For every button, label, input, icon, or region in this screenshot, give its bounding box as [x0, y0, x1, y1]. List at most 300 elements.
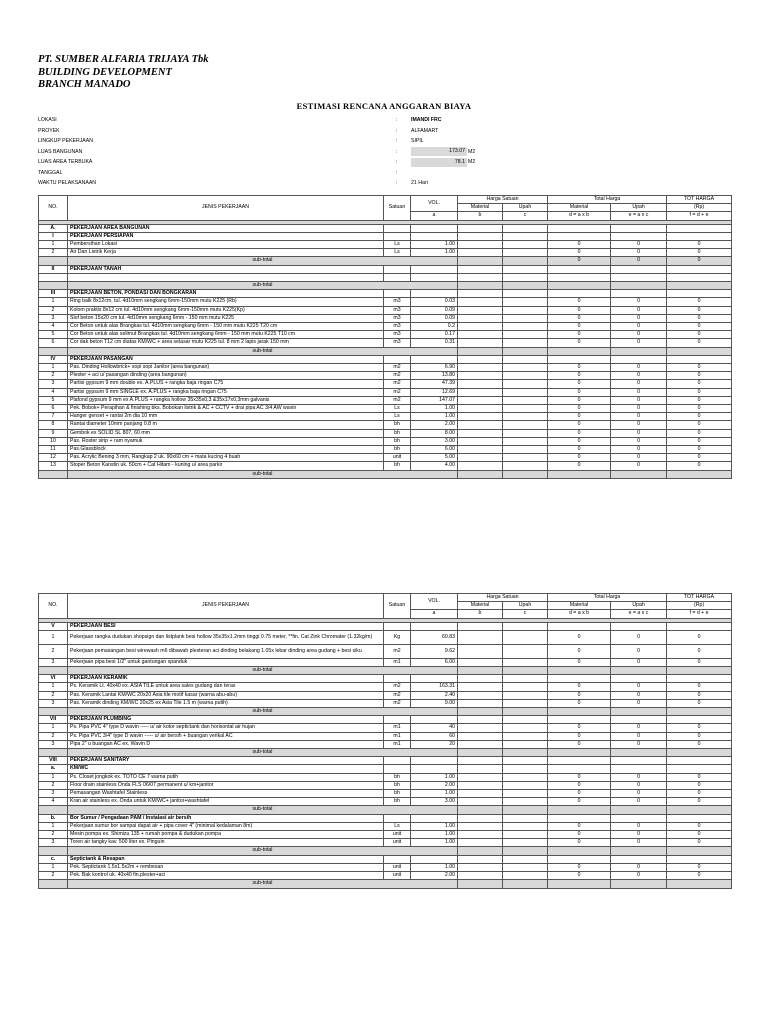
empty-cell: [548, 232, 611, 240]
subtotal-label: sub-total: [68, 749, 458, 757]
work-description: Cor dak beton T12 cm diatas KM/WC + area selasar mutu K225 tul. 8 mm 2 lapis jarak 150 mm: [68, 339, 384, 347]
work-description: Ps. Closet jongkok ex. TOTO CE 7 warna putih: [68, 773, 384, 781]
unit-price-material: [458, 364, 503, 372]
header-satuan: Satuan: [384, 594, 411, 619]
unit-price-labor: [503, 822, 548, 830]
info-label: LINGKUP PEKERJAAN: [38, 138, 93, 144]
total-material: 0: [548, 413, 611, 421]
total-price: 0: [667, 732, 732, 740]
table-body: [39, 224, 732, 478]
empty-cell: [503, 347, 548, 355]
total-material: 0: [548, 790, 611, 798]
unit-cell: m3: [384, 331, 411, 339]
total-material: 0: [548, 437, 611, 445]
unit-cell: m2: [384, 396, 411, 404]
table-row: [39, 331, 732, 339]
unit-price-material: [458, 323, 503, 331]
subtotal-total: [667, 749, 732, 757]
empty-cell: [667, 290, 732, 298]
subtotal-total: [667, 347, 732, 355]
total-price: 0: [667, 839, 732, 847]
volume-cell: 0.2: [411, 323, 458, 331]
total-price: 0: [667, 306, 732, 314]
total-labor: 0: [611, 437, 667, 445]
work-description: Pek. Bobok+ Perapihan & finishing bks. Bobokan listrik & AC + CCTV + drai pipa AC 3/4 AW wavin: [68, 405, 384, 413]
work-description: Pembersihan Lokasi: [68, 241, 384, 249]
volume-cell: 6.00: [411, 446, 458, 454]
unit-price-material: [458, 396, 503, 404]
empty-cell: [411, 224, 458, 232]
total-price: 0: [667, 364, 732, 372]
unit-cell: Ls: [384, 249, 411, 257]
empty-cell: [503, 232, 548, 240]
subtotal-row: [39, 470, 732, 478]
unit-price-material: [458, 831, 503, 839]
row-number: 1: [39, 822, 68, 830]
empty-cell: [548, 290, 611, 298]
header-total-harga: Total Harga: [548, 594, 667, 602]
row-number: 7: [39, 413, 68, 421]
total-labor: 0: [611, 388, 667, 396]
row-number: II: [39, 265, 68, 273]
total-material: 0: [548, 683, 611, 691]
total-material: 0: [548, 872, 611, 880]
empty-cell: [548, 265, 611, 273]
table-row: [39, 396, 732, 404]
total-price: 0: [667, 644, 732, 658]
unit-cell: bh: [384, 421, 411, 429]
unit-price-labor: [503, 331, 548, 339]
total-labor: 0: [611, 699, 667, 707]
subtotal-labor: [611, 749, 667, 757]
total-labor: 0: [611, 413, 667, 421]
subtotal-label: sub-total: [68, 708, 458, 716]
volume-cell: 40: [411, 724, 458, 732]
work-description: Pekerjaan rangka dudukan shopsign dan listplank besi hollow 35x35x1.2mm tinggi 0.75 meter, **fin. Cat Zink Chromater (1.32kg/m): [68, 630, 384, 644]
work-description: Plafond gypsum 9 mm ex A.PLUS + rangka hollow 35x35x0,3 &35x17x0,3mm galvanis: [68, 396, 384, 404]
row-number: 1: [39, 630, 68, 644]
volume-cell: 13.80: [411, 372, 458, 380]
table-row: [39, 839, 732, 847]
unit-price-labor: [503, 724, 548, 732]
header-code-a: a: [411, 212, 458, 220]
unit-cell: m2: [384, 683, 411, 691]
row-number: 2: [39, 691, 68, 699]
unit-cell: Ls: [384, 822, 411, 830]
unit-cell: bh: [384, 462, 411, 470]
work-description: Pas.Glassblock: [68, 446, 384, 454]
empty-cell: [611, 224, 667, 232]
work-description: Pas. Acrylic Bening 3 mm, Rangkap 2 uk. 90x60 cm + mata kucing 4 buah: [68, 454, 384, 462]
table-row: [39, 630, 732, 644]
info-label: LOKASI: [38, 117, 57, 123]
row-number: 1: [39, 241, 68, 249]
empty-cell: [503, 847, 548, 855]
unit-price-labor: [503, 740, 548, 748]
work-description: Air Dan Listrik Kerja: [68, 249, 384, 257]
header-code-f: f = d + e: [667, 610, 732, 618]
work-description: Pas. Keramik dinding KM/WC 20x25 ex Asia Tile 1.5 m (warna putih): [68, 699, 384, 707]
volume-cell: 0.09: [411, 314, 458, 322]
empty-cell: [39, 847, 68, 855]
empty-cell: [503, 257, 548, 265]
subtotal-row: [39, 806, 732, 814]
cost-table-2: [38, 593, 732, 889]
total-labor: 0: [611, 249, 667, 257]
work-description: Rantai diameter 10mm panjang 0.8 m: [68, 421, 384, 429]
info-colon: :: [396, 180, 398, 186]
document-title: ESTIMASI RENCANA ANGGARAN BIAYA: [296, 101, 472, 111]
empty-cell: [458, 806, 503, 814]
volume-cell: 1.00: [411, 413, 458, 421]
unit-price-labor: [503, 241, 548, 249]
volume-cell: 1.00: [411, 839, 458, 847]
header-code-d: d = a x b: [548, 610, 611, 618]
table-row: [39, 372, 732, 380]
empty-cell: [667, 232, 732, 240]
row-number: IV: [39, 355, 68, 363]
total-material: 0: [548, 798, 611, 806]
empty-cell: [39, 880, 68, 888]
table-row: [39, 462, 732, 470]
subtotal-row: [39, 282, 732, 290]
table-row: [39, 872, 732, 880]
empty-cell: [503, 675, 548, 683]
unit-price-material: [458, 724, 503, 732]
unit-price-material: [458, 872, 503, 880]
header-harga-satuan: Harga Satuan: [458, 594, 548, 602]
unit-price-labor: [503, 454, 548, 462]
subtotal-material: [548, 806, 611, 814]
table-row: [39, 437, 732, 445]
empty-cell: [458, 855, 503, 863]
row-number: 6: [39, 405, 68, 413]
volume-cell: 20: [411, 740, 458, 748]
total-material: 0: [548, 396, 611, 404]
work-description: Stoper Beton Kanstin uk. 50cm + Cat Hitam - kuning u/ area parkir: [68, 462, 384, 470]
table-row: [39, 364, 732, 372]
row-number: 5: [39, 331, 68, 339]
unit-cell: m2: [384, 691, 411, 699]
info-unit: M2: [468, 148, 476, 155]
subtotal-material: [548, 880, 611, 888]
empty-cell: [458, 716, 503, 724]
work-description: Pekerjaan pemasangan besi wirewash m6 dibawah plesteran aci dinding belakang 1.05x lebar dinding area gudang + besi siku: [68, 644, 384, 658]
total-labor: 0: [611, 331, 667, 339]
unit-cell: Ls: [384, 241, 411, 249]
row-number: V: [39, 622, 68, 630]
total-price: 0: [667, 372, 732, 380]
header-tot-harga: TOT HARGA: [667, 594, 732, 602]
work-description: Pemasangan Washtafel Stainless: [68, 790, 384, 798]
header-vol: VOL.: [411, 196, 458, 212]
unit-price-material: [458, 863, 503, 871]
total-labor: 0: [611, 339, 667, 347]
info-colon: :: [396, 127, 398, 134]
unit-price-material: [458, 658, 503, 666]
unit-price-material: [458, 339, 503, 347]
empty-cell: [548, 765, 611, 773]
empty-cell: [667, 757, 732, 765]
row-number: A.: [39, 224, 68, 232]
total-labor: 0: [611, 429, 667, 437]
unit-price-labor: [503, 872, 548, 880]
empty-cell: [458, 675, 503, 683]
subtotal-total: [667, 282, 732, 290]
empty-cell: [39, 470, 68, 478]
empty-cell: [39, 257, 68, 265]
total-labor: 0: [611, 831, 667, 839]
unit-cell: unit: [384, 863, 411, 871]
info-label: LUAS BANGUNAN: [38, 148, 83, 155]
total-material: 0: [548, 306, 611, 314]
empty-cell: [667, 675, 732, 683]
total-labor: 0: [611, 462, 667, 470]
row-number: 2: [39, 306, 68, 314]
unit-price-labor: [503, 323, 548, 331]
unit-price-labor: [503, 396, 548, 404]
empty-cell: [411, 290, 458, 298]
table-row: [39, 724, 732, 732]
empty-cell: [503, 880, 548, 888]
work-description: Pek. Bak kontrol uk. 40x40 fin.plester+aci: [68, 872, 384, 880]
unit-cell: m1: [384, 658, 411, 666]
total-material: 0: [548, 388, 611, 396]
total-price: 0: [667, 314, 732, 322]
empty-cell: [458, 232, 503, 240]
table-row: [39, 644, 732, 658]
subtotal-label: sub-total: [68, 470, 458, 478]
total-labor: 0: [611, 372, 667, 380]
total-labor: 0: [611, 863, 667, 871]
subtotal-labor: [611, 880, 667, 888]
empty-cell: [503, 273, 548, 281]
info-label: PROYEK: [38, 127, 60, 134]
total-price: 0: [667, 429, 732, 437]
work-description: Kolom praktis 8x12 cm tul. 4d10mm sengkang 6mm-150mm mutu K225(Kp): [68, 306, 384, 314]
row-number: 2: [39, 732, 68, 740]
header-code-e: e = a x c: [611, 212, 667, 220]
empty-cell: [411, 855, 458, 863]
unit-price-labor: [503, 839, 548, 847]
header-code-c: c: [503, 610, 548, 618]
row-number: 1: [39, 364, 68, 372]
unit-cell: m1: [384, 724, 411, 732]
total-material: 0: [548, 364, 611, 372]
work-description: Hanger genset + rantai 2m dia 10 mm: [68, 413, 384, 421]
total-price: 0: [667, 454, 732, 462]
empty-cell: [548, 224, 611, 232]
empty-cell: [611, 675, 667, 683]
work-description: Cor Beton untuk alas Brangkas tul. 4d10mm sengkang 6mm - 150 mm mutu K225 T20 cm: [68, 323, 384, 331]
info-colon: :: [396, 159, 398, 165]
volume-cell: 2.00: [411, 872, 458, 880]
volume-cell: 2.00: [411, 421, 458, 429]
total-material: 0: [548, 339, 611, 347]
total-price: 0: [667, 822, 732, 830]
unit-price-material: [458, 314, 503, 322]
total-material: 0: [548, 863, 611, 871]
info-colon: :: [396, 148, 398, 155]
unit-cell: unit: [384, 872, 411, 880]
row-number: 4: [39, 798, 68, 806]
subtotal-total: [667, 667, 732, 675]
row-number: 12: [39, 454, 68, 462]
section-row: [39, 290, 732, 298]
table-row: [39, 691, 732, 699]
subtotal-labor: [611, 667, 667, 675]
table-row: [39, 732, 732, 740]
header-material: Material: [548, 602, 611, 610]
header-code-e: e = a x c: [611, 610, 667, 618]
subtotal-row: [39, 880, 732, 888]
work-description: Toren air tangky kav. 500 liter ex. Pinguin: [68, 839, 384, 847]
row-number: 4: [39, 388, 68, 396]
total-material: 0: [548, 781, 611, 789]
subtotal-labor: [611, 470, 667, 478]
subtotal-label: sub-total: [68, 282, 458, 290]
header-jenis-pekerjaan: JENIS PEKERJAAN: [68, 594, 384, 619]
total-material: 0: [548, 699, 611, 707]
total-price: 0: [667, 863, 732, 871]
unit-cell: Kg: [384, 630, 411, 644]
empty-cell: [548, 622, 611, 630]
total-material: 0: [548, 446, 611, 454]
empty-cell: [667, 224, 732, 232]
empty-cell: [458, 355, 503, 363]
subtotal-row: [39, 667, 732, 675]
section-title: PEKERJAAN PLUMBING: [68, 716, 384, 724]
unit-price-labor: [503, 339, 548, 347]
volume-cell: 8.00: [411, 429, 458, 437]
header-code-c: c: [503, 212, 548, 220]
empty-cell: [411, 675, 458, 683]
unit-price-material: [458, 306, 503, 314]
subtotal-total: [667, 880, 732, 888]
empty-cell: [548, 355, 611, 363]
work-description: Pek. Septictank 1.5x1.5x2m + rembesan: [68, 863, 384, 871]
table-row: [39, 658, 732, 666]
row-number: 1: [39, 683, 68, 691]
row-number: 4: [39, 323, 68, 331]
total-price: 0: [667, 331, 732, 339]
total-labor: 0: [611, 724, 667, 732]
table-row: [39, 405, 732, 413]
total-labor: 0: [611, 839, 667, 847]
empty-cell: [458, 224, 503, 232]
company-header: [38, 54, 209, 92]
unit-price-labor: [503, 405, 548, 413]
total-material: 0: [548, 331, 611, 339]
unit-price-labor: [503, 298, 548, 306]
total-price: 0: [667, 413, 732, 421]
empty-cell: [458, 347, 503, 355]
section-row: [39, 757, 732, 765]
total-material: 0: [548, 732, 611, 740]
info-value: 78.1: [411, 158, 467, 167]
total-material: 0: [548, 658, 611, 666]
total-labor: 0: [611, 740, 667, 748]
table-row: [39, 413, 732, 421]
subtotal-row: [39, 257, 732, 265]
volume-cell: 2.40: [411, 691, 458, 699]
unit-cell: bh: [384, 446, 411, 454]
total-material: 0: [548, 740, 611, 748]
total-price: 0: [667, 388, 732, 396]
unit-cell: m3: [384, 339, 411, 347]
table-row: [39, 699, 732, 707]
row-number: 2: [39, 644, 68, 658]
empty-cell: [503, 716, 548, 724]
total-price: 0: [667, 241, 732, 249]
work-description: Cor Beton untuk alas selimut Brangkas tul. 4d10mm sengkang 6mm - 150 mm mutu K225 T10 cm: [68, 331, 384, 339]
row-number: 2: [39, 372, 68, 380]
header-satuan: Satuan: [384, 196, 411, 221]
total-price: 0: [667, 339, 732, 347]
unit-price-material: [458, 298, 503, 306]
unit-cell: bh: [384, 798, 411, 806]
section-row: [39, 232, 732, 240]
empty-cell: [667, 814, 732, 822]
empty-cell: [548, 757, 611, 765]
table-row: [39, 454, 732, 462]
unit-price-material: [458, 699, 503, 707]
unit-price-labor: [503, 630, 548, 644]
table-row: [39, 388, 732, 396]
empty-cell: [503, 708, 548, 716]
empty-cell: [611, 622, 667, 630]
total-material: 0: [548, 630, 611, 644]
section-title: Septictank & Resapan: [68, 855, 384, 863]
volume-cell: 0.17: [411, 331, 458, 339]
subtotal-material: [548, 847, 611, 855]
volume-cell: 0.03: [411, 298, 458, 306]
work-description: Gembok ex SOLID SL 807, 60 mm: [68, 429, 384, 437]
work-description: Partisi gypsum 9 mm SINGLE ex. A.PLUS + rangka baja ringan C75: [68, 388, 384, 396]
unit-price-labor: [503, 732, 548, 740]
subtotal-material: [548, 667, 611, 675]
empty-cell: [39, 806, 68, 814]
volume-cell: 60: [411, 732, 458, 740]
row-number: 6: [39, 339, 68, 347]
total-material: 0: [548, 429, 611, 437]
unit-price-material: [458, 413, 503, 421]
section-title: PEKERJAAN AREA BANGUNAN: [68, 224, 384, 232]
company-division: BUILDING DEVELOPMENT: [38, 66, 172, 78]
empty-cell: [384, 290, 411, 298]
row-number: VI: [39, 675, 68, 683]
subtotal-label: sub-total: [68, 880, 458, 888]
work-description: Plester + aci u/ pasangan dinding (area bangunan): [68, 372, 384, 380]
total-price: 0: [667, 380, 732, 388]
unit-price-labor: [503, 798, 548, 806]
volume-cell: 1.00: [411, 790, 458, 798]
empty-cell: [458, 265, 503, 273]
row-number: 3: [39, 314, 68, 322]
subtotal-labor: [611, 847, 667, 855]
subtotal-total: [667, 847, 732, 855]
section-row: [39, 265, 732, 273]
row-number: 1: [39, 724, 68, 732]
info-value: ALFAMART: [411, 127, 439, 134]
total-material: 0: [548, 314, 611, 322]
total-material: 0: [548, 839, 611, 847]
unit-price-labor: [503, 372, 548, 380]
info-label: WAKTU PELAKSANAAN: [38, 180, 97, 186]
empty-cell: [667, 273, 732, 281]
volume-cell: 5.00: [411, 454, 458, 462]
table-row: [39, 446, 732, 454]
